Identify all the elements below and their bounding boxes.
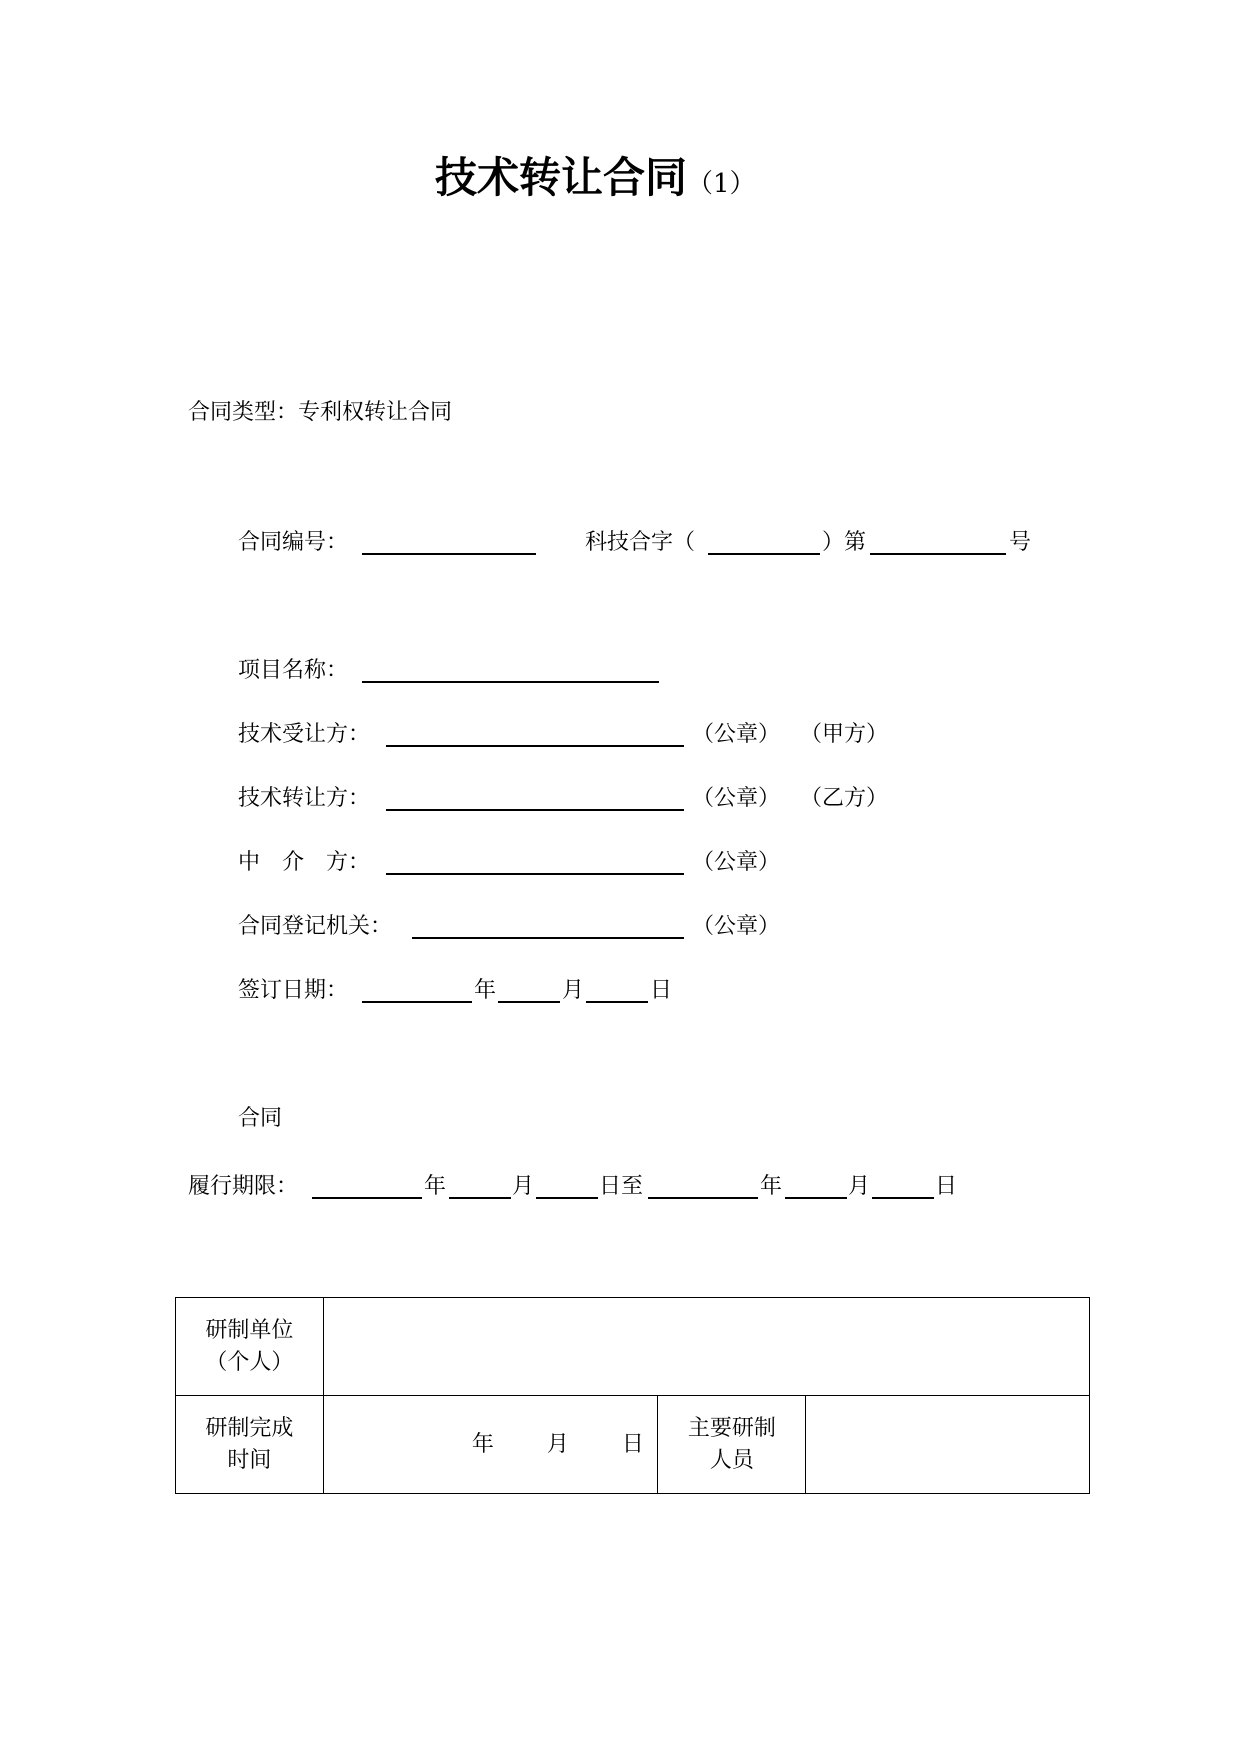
performance-label: 履行期限：: [188, 1174, 299, 1199]
transferor-role: （乙方）: [800, 786, 889, 811]
dev-unit-value-cell[interactable]: [323, 1298, 1089, 1396]
contract-no-mid: ）第: [822, 530, 867, 555]
contract-no-year-blank[interactable]: [708, 553, 820, 555]
personnel-label-line1: 主要研制: [687, 1415, 776, 1441]
sign-year-blank[interactable]: [362, 1001, 472, 1003]
transferor-label: 技术转让方：: [238, 786, 371, 811]
sign-day-unit: 日: [650, 978, 673, 1003]
registry-blank[interactable]: [412, 937, 684, 939]
contract-no-label: 合同编号：: [238, 530, 349, 555]
personnel-label-cell: [658, 1396, 806, 1494]
perf-end-day-blank[interactable]: [872, 1197, 934, 1199]
sign-month-unit: 月: [562, 978, 585, 1003]
intermediary-label: 中 介 方：: [238, 850, 371, 875]
perf-start-year-blank[interactable]: [312, 1197, 422, 1199]
intermediary-blank[interactable]: [386, 873, 684, 875]
transferee-label: 技术受让方：: [238, 722, 371, 747]
dev-unit-label-line1: 研制单位: [205, 1317, 294, 1343]
perf-start-month-blank[interactable]: [449, 1197, 511, 1199]
personnel-label-line2: 人员: [709, 1447, 754, 1473]
transferor-blank[interactable]: [386, 809, 684, 811]
completion-label-line1: 研制完成: [205, 1415, 294, 1441]
development-info-table: [175, 1297, 1090, 1494]
contract-type: [188, 398, 452, 428]
transferor-seal: （公章）: [692, 786, 781, 811]
perf-end-year-blank[interactable]: [648, 1197, 758, 1199]
completion-label-cell: [176, 1396, 324, 1494]
title-suffix: （1）: [687, 169, 756, 199]
project-label: 项目名称：: [238, 658, 349, 683]
transferee-role: （甲方）: [800, 722, 889, 747]
contract-type-value: 专利权转让合同: [298, 400, 453, 425]
dev-unit-label-line2: （个人）: [205, 1349, 294, 1375]
contract-no-serial-blank[interactable]: [870, 553, 1006, 555]
registry-seal: （公章）: [692, 914, 781, 939]
sign-date-label: 签订日期：: [238, 978, 349, 1003]
document-title: [435, 152, 756, 210]
completion-label-line2: 时间: [227, 1447, 272, 1473]
contract-no-end: 号: [1009, 530, 1032, 555]
table-row: [176, 1396, 1090, 1494]
registry-label: 合同登记机关：: [238, 914, 393, 939]
transferee-blank[interactable]: [386, 745, 684, 747]
sign-day-blank[interactable]: [586, 1001, 648, 1003]
personnel-value-cell[interactable]: [806, 1396, 1090, 1494]
performance-line1: 合同: [238, 1106, 283, 1131]
perf-start-day-blank[interactable]: [536, 1197, 598, 1199]
completion-day-unit: 日: [621, 1431, 644, 1457]
perf-start-month-unit: 月: [512, 1174, 535, 1199]
perf-start-day-to: 日至: [599, 1174, 644, 1199]
perf-end-month-blank[interactable]: [785, 1197, 847, 1199]
perf-end-year-unit: 年: [760, 1174, 783, 1199]
contract-no-blank[interactable]: [362, 553, 536, 555]
sign-month-blank[interactable]: [498, 1001, 560, 1003]
completion-date-cell[interactable]: [323, 1396, 658, 1494]
completion-year-unit: 年: [471, 1431, 494, 1457]
table-row: [176, 1298, 1090, 1396]
perf-start-year-unit: 年: [424, 1174, 447, 1199]
intermediary-seal: （公章）: [692, 850, 781, 875]
title-main: 技术转让合同: [435, 153, 688, 202]
project-blank[interactable]: [362, 681, 659, 683]
dev-unit-label-cell: [176, 1298, 324, 1396]
transferee-seal: （公章）: [692, 722, 781, 747]
completion-month-unit: 月: [546, 1431, 569, 1457]
perf-end-day-unit: 日: [935, 1174, 958, 1199]
contract-no-prefix: 科技合字（: [585, 530, 696, 555]
perf-end-month-unit: 月: [848, 1174, 871, 1199]
contract-type-label: 合同类型：: [188, 400, 299, 425]
sign-year-unit: 年: [474, 978, 497, 1003]
